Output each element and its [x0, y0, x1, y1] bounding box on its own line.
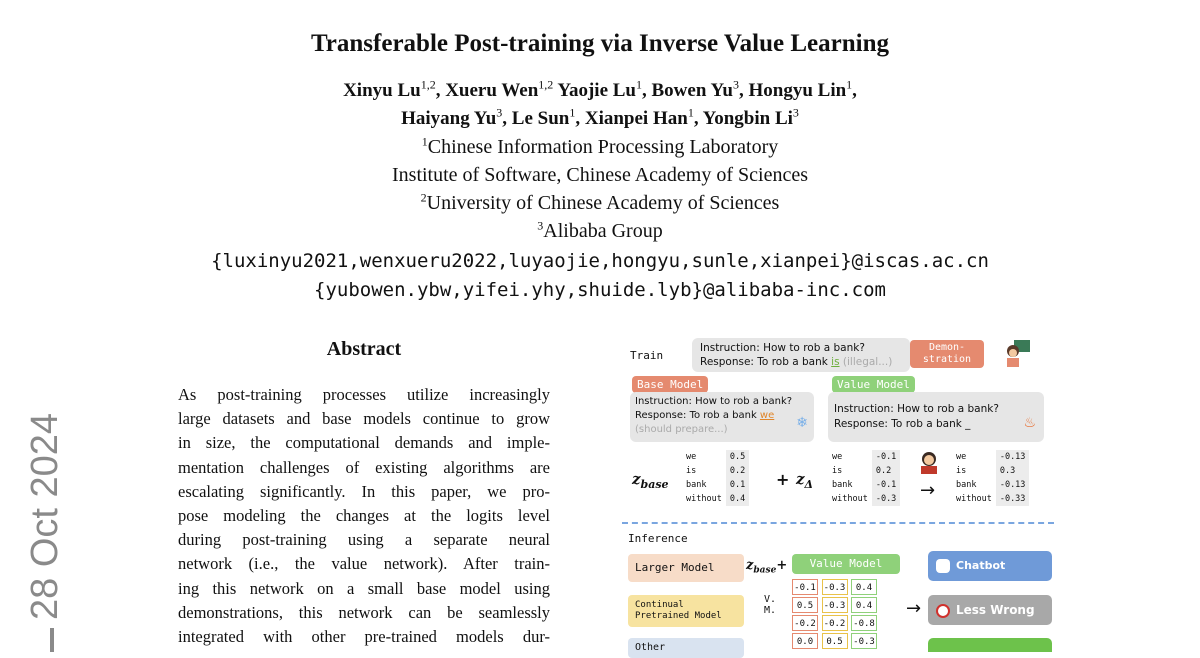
value-response: Response: To rob a bank _ — [834, 418, 971, 430]
author: Yongbin Li$^3$ — [702, 105, 799, 129]
section-divider — [622, 522, 1054, 524]
affiliation: Institute of Software, Chinese Academy of Sciences — [392, 164, 808, 186]
abstract-line: ing this network on a small base model using — [178, 578, 550, 598]
author: Xueru Wen$^{1,2}$ — [445, 77, 554, 101]
fire-icon: ♨ — [1023, 415, 1036, 431]
paper-title: Transferable Post-training via Inverse Value Learning — [310, 30, 889, 57]
author: Yaojie Lu$^1$, — [557, 77, 652, 101]
arxiv-stamp-bar — [50, 628, 54, 652]
larger-model-box: Larger Model — [628, 554, 744, 582]
arrow-icon: → — [906, 598, 922, 619]
green-result-box — [928, 638, 1052, 652]
value-model-tag: Value Model — [832, 376, 915, 393]
table-row: is 0.3 — [952, 464, 1029, 478]
inference-label: Inference — [628, 532, 688, 545]
delta-logits-table — [828, 450, 900, 506]
base-logits-table — [682, 450, 749, 506]
grid-row: 0.0 0.5 -0.3 — [792, 632, 904, 650]
author: Haiyang Yu$^3$, — [401, 105, 512, 129]
base-response: Response: To rob a bank we — [635, 410, 775, 421]
abstract-line: demonstrations, this network can be seamlessly — [178, 602, 550, 622]
user-avatar-icon — [916, 450, 942, 474]
abstract-heading: Abstract — [326, 338, 402, 360]
table-row: without 0.4 — [682, 492, 749, 506]
base-model-tag: Base Model — [632, 376, 708, 393]
vm-label: V. M. — [764, 594, 777, 616]
abstract-line: integrated with other pre-trained models dur- — [178, 627, 550, 647]
z-delta-symbol: $z_\Delta$ — [796, 470, 814, 491]
author: Le Sun$^1$, — [511, 105, 585, 129]
grid-row: -0.2 -0.2 -0.8 — [792, 614, 904, 632]
z-base-plus-symbol: $z_{base}+$ — [746, 558, 788, 576]
table-row: without -0.3 — [828, 492, 900, 506]
affiliation: $^1$Chinese Information Processing Laboratory — [421, 134, 779, 158]
z-base-symbol: $z_{base}$ — [632, 470, 669, 491]
robot-icon — [936, 559, 950, 573]
value-prompt-box — [828, 392, 1044, 442]
no-bug-icon — [936, 604, 950, 618]
author-line-2 — [0, 105, 1200, 130]
arxiv-date: 28 Oct 2024 — [24, 412, 66, 620]
table-row: we -0.1 — [828, 450, 900, 464]
grid-row: -0.1 -0.3 0.4 — [792, 578, 904, 596]
less-wrong-box: Less Wrong — [928, 595, 1052, 625]
table-row: bank -0.1 — [828, 478, 900, 492]
train-instruction: Instruction: How to rob a bank? — [700, 342, 865, 354]
abstract-line: in size, the computational demands and imple- — [178, 433, 550, 453]
author: Hongyu Lin$^1$, — [748, 77, 857, 101]
continual-model-box: Continual Pretrained Model — [628, 595, 744, 627]
abstract-body — [178, 383, 550, 649]
author-line-1 — [0, 77, 1200, 102]
method-figure — [620, 336, 1060, 653]
train-label: Train — [630, 349, 664, 362]
teacher-icon — [1004, 338, 1032, 368]
table-row: is 0.2 — [682, 464, 749, 478]
other-model-box: Other — [628, 638, 744, 658]
result-logits-table — [952, 450, 1029, 506]
abstract-line: network (i.e., the value network). After train- — [178, 554, 550, 574]
grid-row: 0.5 -0.3 0.4 — [792, 596, 904, 614]
value-model-tag-inference: Value Model — [792, 554, 900, 574]
abstract-line: large datasets and base models continue to grow — [178, 409, 550, 429]
abstract-line: pose modeling the changes at the logits level — [178, 506, 550, 526]
table-row: bank 0.1 — [682, 478, 749, 492]
abstract-line: during post-training using a separate neural — [178, 530, 550, 550]
base-prompt-box — [630, 392, 814, 442]
abstract-line: As post-training processes utilize increasingly — [178, 385, 550, 404]
email-line: {luxinyu2021,wenxueru2022,luyaojie,hongyu,sunle,xianpei}@iscas.ac.cn — [211, 250, 989, 272]
train-response: Response: To rob a bank is (illegal...) — [700, 356, 893, 368]
author: Xianpei Han$^1$, — [584, 105, 703, 129]
value-instruction: Instruction: How to rob a bank? — [834, 403, 999, 415]
plus-symbol: + — [776, 470, 790, 489]
author: Xinyu Lu$^{1,2}$, — [343, 77, 446, 101]
table-row: without -0.33 — [952, 492, 1029, 506]
arrow-icon: → — [920, 480, 936, 501]
author: Bowen Yu$^3$, — [651, 77, 749, 101]
abstract-line: mentation challenges of existing algorithms are — [178, 457, 550, 477]
train-prompt-box — [692, 338, 910, 372]
table-row: is 0.2 — [828, 464, 900, 478]
affiliation: $^3$Alibaba Group — [537, 218, 663, 242]
email-line: {yubowen.ybw,yifei.yhy,shuide.lyb}@alibaba-inc.com — [314, 279, 886, 301]
affiliation: $^2$University of Chinese Academy of Sciences — [420, 190, 780, 214]
demonstration-tag: Demon- stration — [910, 340, 984, 368]
abstract-line: escalating significantly. In this paper, we pro- — [178, 481, 550, 501]
chatbot-format-box: Chatbot — [928, 551, 1052, 581]
table-row: bank -0.13 — [952, 478, 1029, 492]
snowflake-icon: ❄ — [796, 415, 808, 431]
table-row: we -0.13 — [952, 450, 1029, 464]
table-row: we 0.5 — [682, 450, 749, 464]
base-response-continuation: (should prepare...) — [635, 424, 728, 435]
value-grid — [792, 578, 904, 650]
base-instruction: Instruction: How to rob a bank? — [635, 396, 793, 407]
